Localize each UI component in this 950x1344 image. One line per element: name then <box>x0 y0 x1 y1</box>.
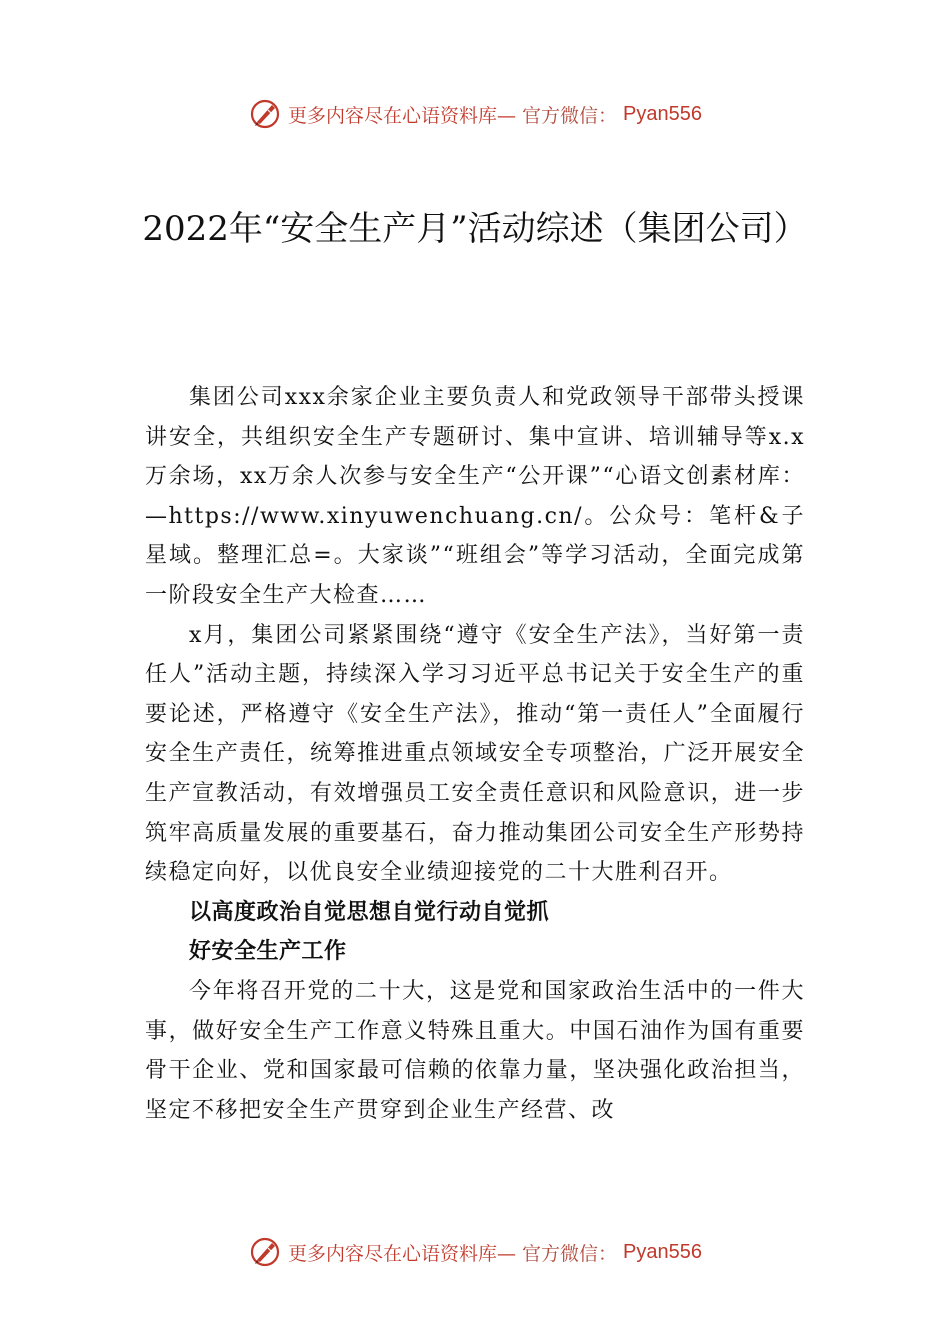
section-paragraph: 今年将召开党的二十大，这是党和国家政治生活中的一件大事，做好安全生产工作意义特殊且重大。中国石油作为国有重要骨干企业、党和国家最可信赖的依靠力量，坚决强化政治担当，坚定不移把安全生产贯穿到企业生产经营、改 <box>145 978 805 1123</box>
document-body <box>145 378 805 1130</box>
watermark-wechat-label: 官方微信： <box>522 1242 618 1265</box>
watermark-wechat-label: 官方微信： <box>522 104 618 127</box>
quill-pen-logo-icon <box>248 97 282 131</box>
body-paragraph-1: 集团公司xxx余家企业主要负责人和党政领导干部带头授课讲安全，共组织安全生产专题研讨、集中宣讲、培训辅导等x.x万余场，xx万余人次参与安全生产“公开课”“心语文创素材库：—https://www.xinyuwenchuang.cn/。公众号：笔杆&子星域。整理汇总=。大家谈”“班组会”等学习活动，全面完成第一阶段安全生产大检查…… <box>145 385 805 608</box>
section-heading: 以高度政治自觉思想自觉行动自觉抓好安全生产工作 <box>189 899 550 965</box>
watermark-site-text: 更多内容尽在心语资料库— <box>288 1242 517 1265</box>
body-paragraph-2: x月，集团公司紧紧围绕“遵守《安全生产法》，当好第一责任人”活动主题，持续深入学习习近平总书记关于安全生产的重要论述，严格遵守《安全生产法》，推动“第一责任人”全面履行安全生产责任，统筹推进重点领域安全专项整治，广泛开展安全生产宣教活动，有效增强员工安全责任意识和风险意识，进一步筑牢高质量发展的重要基石，奋力推动集团公司安全生产形势持续稳定向好，以优良安全业绩迎接党的二十大胜利召开。 <box>145 622 805 886</box>
watermark-wechat-id: Pyan556 <box>623 1240 702 1263</box>
document-title: 2022年“安全生产月”活动综述（集团公司） <box>142 209 808 249</box>
watermark-banner-top <box>0 94 950 134</box>
watermark-banner-bottom <box>0 1232 950 1272</box>
watermark-site-text: 更多内容尽在心语资料库— <box>288 104 517 127</box>
watermark-wechat-id: Pyan556 <box>623 102 702 125</box>
quill-pen-logo-icon <box>248 1235 282 1269</box>
